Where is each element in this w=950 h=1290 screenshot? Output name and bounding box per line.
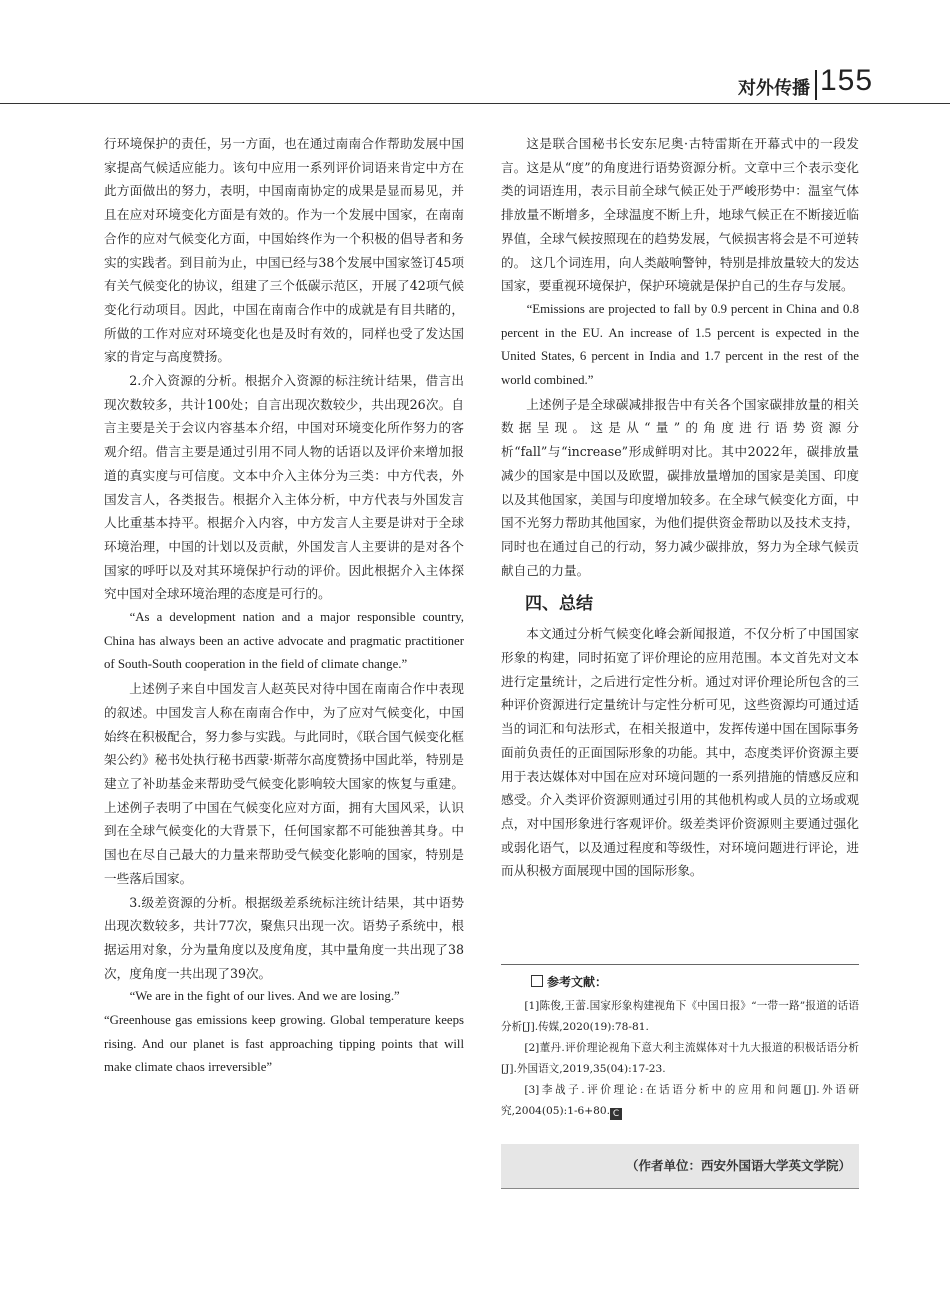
header-divider: [815, 70, 817, 100]
references-title-text: 参考文献：: [547, 975, 608, 989]
quote-english: “We are in the fight of our lives. And we are losing.”: [129, 989, 400, 1004]
paragraph: 行环境保护的责任，另一方面，也在通过南南合作帮助发展中国家提高气候适应能力。该句中应用一系列评价词语来肯定中方在此方面做出的努力，表明，中国南南协定的成果是显而易见，并且在应对环境变化方面是有效的。作为一个发展中国家，在南南合作的应对气候变化方面，中国始终作为一个积极的倡导者和务实的实践者。到目前为止，中国已经与38个发展中国家签订45项有关气候变化的协议，组建了三个低碳示范区，开展了42项气候变化行动项目。因此，中国在南南合作中的成就是有目共睹的，所做的工作对应对环境变化也是及时有效的，同样也受了发达国家的肯定与高度赞扬。: [104, 136, 464, 365]
reference-item-text: [3]李战子.评价理论:在话语分析中的应用和问题[J].外语研究,2004(05):1-6+80.: [501, 1084, 859, 1117]
author-affiliation: （作者单位：西安外国语大学英文学院）: [625, 1158, 851, 1173]
quote-english: “As a development nation and a major responsible country, China has always been an active advocate and pragmatic practitioner of South-South cooperation in the field of climate change.”: [104, 610, 464, 672]
paragraph-conclusion: 本文通过分析气候变化峰会新闻报道，不仅分析了中国国家形象的构建，同时拓宽了评价理论的应用范围。本文首先对文本进行定量统计，之后进行定性分析。通过对评价理论所包含的三种评价资源进行定量统计与定性分析可见，这些资源均可通过适当的词汇和句法形式，在相关报道中，发挥传递中国在国际事务面前负责任的正面国际形象的功能。其中，态度类评价资源主要用于表达媒体对中国在应对环境问题的一系列措施的情感反应和感受。介入类评价资源则通过引用的其他机构或人员的立场或观点，对中国形象进行客观评价。级差类评价资源则主要通过强化或弱化语气，以及通过程度和等级性，对环境问题进行评论，进而从积极方面展现中国的国际形象。: [501, 626, 859, 879]
right-column: [501, 132, 859, 883]
reference-item: [501, 1080, 859, 1122]
reference-item: [2]董丹.评价理论视角下意大利主流媒体对十九大报道的积极话语分析[J].外国语文,2019,35(04):17-23.: [501, 1042, 859, 1075]
journal-name: 对外传播: [738, 78, 810, 99]
paragraph: 这是联合国秘书长安东尼奥·古特雷斯在开幕式中的一段发言。这是从“度”的角度进行语势资源分析。文章中三个表示变化类的词语连用，表示目前全球气候正处于严峻形势中：温室气体排放量不断增多，全球温度不断上升，地球气候正在不断接近临界值，全球气候按照现在的趋势发展，气候损害将会是不可逆转的。 这几个词连用，向人类敲响警钟，特别是排放量较大的发达国家，要重视环境保护，保护环境就是保护自己的生存与发展。: [501, 136, 859, 294]
page-number: 155: [820, 64, 874, 97]
paragraph: 上述例子来自中国发言人赵英民对待中国在南南合作中表现的叙述。中国发言人称在南南合作中，为了应对气候变化，中国始终在积极配合，努力参与实践。与此同时，《联合国气候变化框架公约》秘书处执行秘书西蒙·斯蒂尔高度赞扬中国此举，特别是建立了补助基金来帮助受气候变化影响较大国家的恢复与重建。上述例子表明了中国在气候变化应对方面，拥有大国风采，认识到在全球气候变化的大背景下，任何国家都不可能独善其身。中国也在尽自己最大的力量来帮助受气候变化影响的国家，特别是一些落后国家。: [104, 681, 464, 886]
quote-english: “Greenhouse gas emissions keep growing. Global temperature keeps rising. And our planet is fast approaching tipping points that will make climate chaos irreversible”: [104, 1013, 464, 1075]
section-title: 四、总结: [525, 594, 593, 615]
end-mark-icon: C: [610, 1108, 622, 1120]
square-icon: [531, 975, 543, 987]
quote-english: “Emissions are projected to fall by 0.9 percent in China and 0.8 percent in the EU. An increase of 1.5 percent is expected in the United States, 6 percent in India and 1.7 percent in the rest of the world combined.”: [501, 301, 859, 388]
reference-item: [1]陈俊,王蕾.国家形象构建视角下《中国日报》“一带一路”报道的话语分析[J].传媒,2020(19):78-81.: [501, 1000, 859, 1033]
paragraph: 上述例子是全球碳减排报告中有关各个国家碳排放量的相关数据呈现。这是从“量”的角度进行语势资源分析“fall”与“increase”形成鲜明对比。其中2022年，碳排放量减少的国家是中国以及欧盟，碳排放量增加的国家是美国、印度以及其他国家，美国与印度增加较多。在全球气候变化方面，中国不光努力帮助其他国家，为他们提供资金帮助以及技术支持，同时也在通过自己的行动，努力减少碳排放，努力为全球气候贡献自己的力量。: [501, 396, 859, 578]
references: [501, 964, 859, 1122]
paragraph-graduation-analysis: 3.级差资源的分析。根据级差系统标注统计结果，其中语势出现次数较多，共计77次，聚焦只出现一次。语势子系统中，根据运用对象，分为量角度以及度角度，其中量角度一共出现了38次，度角度一共出现了39次。: [104, 894, 464, 981]
left-column: [104, 132, 464, 1080]
affiliation-box: [501, 1144, 859, 1189]
paragraph-engagement-analysis: 2.介入资源的分析。根据介入资源的标注统计结果，借言出现次数较多，共计100处；自言出现次数较少，共出现26次。自言主要是关于会议内容基本介绍，中国对环境变化所作努力的客观介绍。借言主要是通过引用不同人物的话语以及评价来增加报道的真实度与可信度。文本中介入主体分为三类：中方代表，外国发言人，各类报告。根据介入主体分析，中方代表与外国发言人比重基本持平。根据介入内容，中方发言人主要是讲对于全球环境治理，中国的计划以及贡献，外国发言人主要讲的是对各个国家的呼吁以及对其环境保护行动的评价。因此根据介入主体探究中国对全球环境治理的态度是可行的。: [104, 373, 464, 602]
header-rule: [0, 103, 950, 104]
references-title: [531, 973, 859, 990]
